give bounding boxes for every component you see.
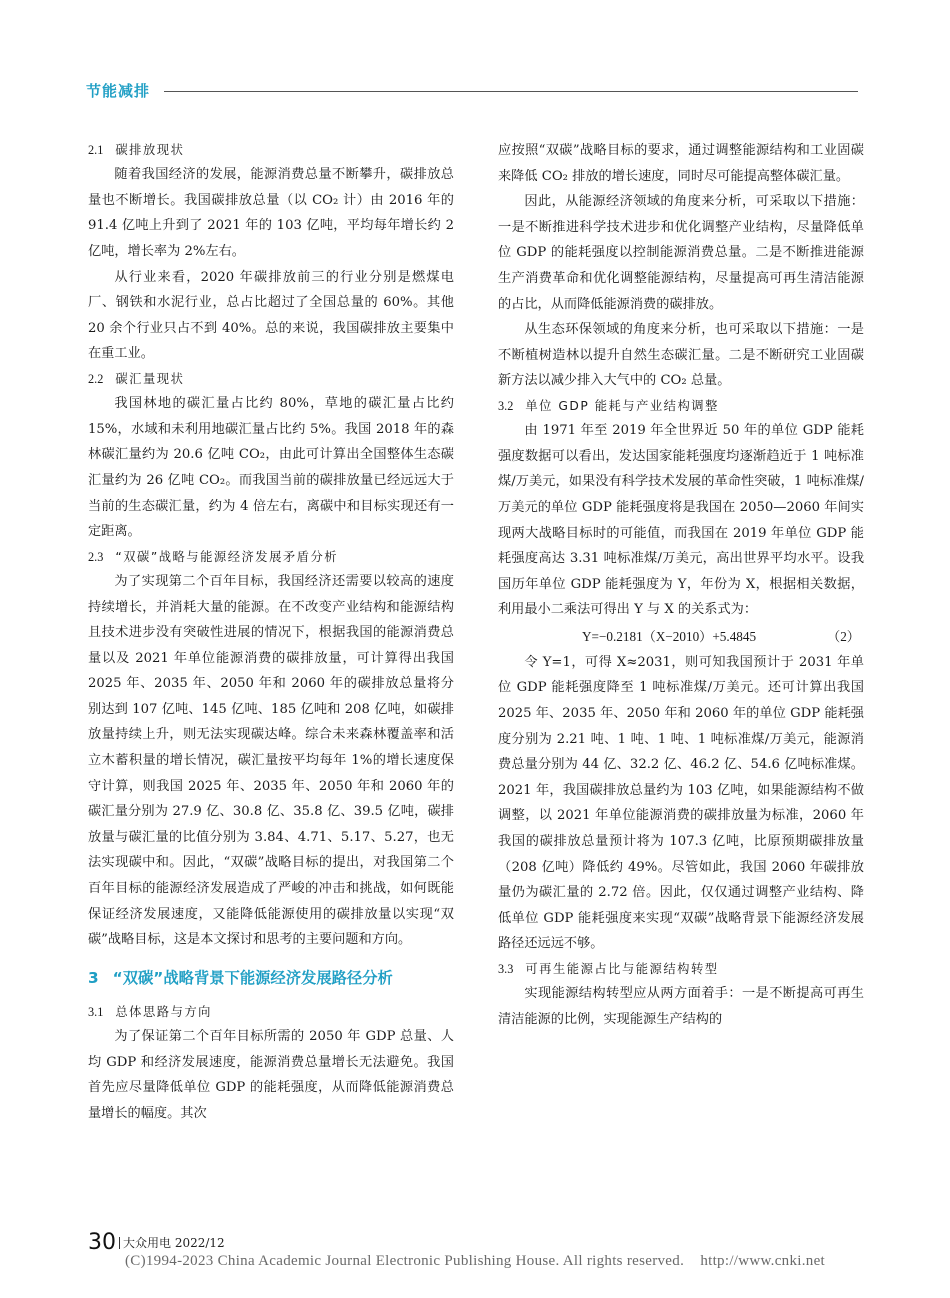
heading-number: 2.2: [88, 371, 104, 386]
paragraph: 由 1971 年至 2019 年全世界近 50 年的单位 GDP 能耗强度数据可以看出，发达国家能耗强度均逐渐趋近于 1 吨标准煤/万美元，如果没有科学技术发展的革命性突破，1 吨标准煤/万美元的单位 GDP 能耗强度将是我国在 2050—2060 年间实现两大战略目标时的可能值，而我国在 2019 年单位 GDP 能耗强度高达 3.31 吨标准煤/万美元，高出世界平均水平。设我国历年单位 GDP 能耗强度为 Y，年份为 X，根据相关数据，利用最小二乘法可得出 Y 与 X 的关系式为：: [498, 423, 864, 618]
heading-number: 3.3: [498, 962, 514, 977]
heading-number: 3: [88, 968, 99, 987]
subsection-heading: [498, 957, 864, 981]
heading-label: 碳排放现状: [115, 143, 185, 157]
paragraph: 因此，从能源经济领域的角度来分析，可采取以下措施：一是不断推进科学技术进步和优化调整产业结构，尽量降低单位 GDP 的能耗强度以控制能源消费总量。二是不断推进能源生产消费革命和优化调整能源结构，尽量提高可再生清洁能源的占比，从而降低能源消费的碳排放。: [498, 194, 864, 312]
heading-label: 总体思路与方向: [115, 1004, 212, 1019]
paragraph: 我国林地的碳汇量占比约 80%，草地的碳汇量占比约 15%，水域和未利用地碳汇量占比约 5%。我国 2018 年的森林碳汇量约为 20.6 亿吨 CO₂，由此可计算出全国整体生态碳汇量约为 26 亿吨 CO₂。而我国当前的碳排放量已经远远大于当前的生态碳汇量，约为 4 倍左右，离碳中和目标实现还有一定距离。: [88, 396, 454, 540]
paragraph: 应按照“双碳”战略目标的要求，通过调整能源结构和工业固碳来降低 CO₂ 排放的增长速度，同时尽可能提高整体碳汇量。: [498, 143, 864, 184]
section-heading: [88, 956, 454, 1000]
paragraph: 随着我国经济的发展，能源消费总量不断攀升，碳排放总量也不断增长。我国碳排放总量（以 CO₂ 计）由 2016 年的 91.4 亿吨上升到了 2021 年的 103 亿吨，平均每年增长约 2 亿吨，增长率为 2%左右。: [88, 167, 454, 259]
subsection-heading: [88, 1000, 454, 1024]
heading-number: 3.2: [498, 398, 514, 413]
section-header-title: 节能减排: [86, 82, 151, 100]
heading-number: 3.1: [88, 1004, 104, 1019]
subsection-heading: [88, 138, 454, 162]
running-header: [86, 80, 858, 106]
subsection-heading: [88, 545, 454, 569]
heading-label: “双碳”战略与能源经济发展矛盾分析: [115, 549, 339, 564]
paragraph: 为了实现第二个百年目标，我国经济还需要以较高的速度持续增长，并消耗大量的能源。在不改变产业结构和能源结构且技术进步没有突破性进展的情况下，根据我国的能源消费总量以及 2021 年单位能源消费的碳排放量，可计算得出我国 2025 年、2035 年、2050 年和 2060 年的碳排放总量将分别达到 107 亿吨、145 亿吨、185 亿吨和 208 亿吨，如碳排放量持续上升，则无法实现碳达峰。综合未来森林覆盖率和活立木蓄积量的增长情况，碳汇量按平均每年 1%的增长速度保守计算，则我国 2025 年、2035 年、2050 年和 2060 年的碳汇量分别为 27.9 亿、30.8 亿、35.8 亿、39.5 亿吨，碳排放量与碳汇量的比值分别为 3.84、4.71、5.17、5.27，也无法实现碳中和。因此，“双碳”战略目标的提出，对我国第二个百年目标的能源经济发展造成了严峻的冲击和挑战，如何既能保证经济发展速度，又能降低能源使用的碳排放量以实现“双碳”战略目标，这是本文探讨和思考的主要问题和方向。: [88, 573, 454, 948]
left-column: [88, 138, 454, 1126]
heading-number: 2.1: [88, 143, 104, 157]
subsection-heading: [88, 367, 454, 391]
subsection-heading: [498, 394, 864, 418]
journal-issue: 大众用电 2022/12: [123, 1236, 225, 1250]
heading-label: 可再生能源占比与能源结构转型: [525, 962, 719, 977]
heading-number: 2.3: [88, 549, 104, 564]
footer-separator: [119, 1237, 120, 1249]
copyright-notice: (C)1994-2023 China Academic Journal Electronic Publishing House. All rights reserved. http://www.cnki.net: [124, 1253, 826, 1269]
heading-label: 单位 GDP 能耗与产业结构调整: [525, 398, 719, 413]
paragraph: 实现能源结构转型应从两方面着手：一是不断提高可再生清洁能源的比例，实现能源生产结构的: [498, 986, 864, 1027]
equation-expression: Y=−0.2181（X−2010）+5.4845: [582, 628, 757, 644]
paragraph: 从生态环保领域的角度来分析，也可采取以下措施：一是不断植树造林以提升自然生态碳汇量。二是不断研究工业固碳新方法以减少排入大气中的 CO₂ 总量。: [498, 322, 864, 389]
heading-label: 碳汇量现状: [115, 371, 185, 386]
equation: [498, 623, 864, 650]
heading-label: “双碳”战略背景下能源经济发展路径分析: [112, 968, 393, 987]
paragraph: 令 Y=1，可得 X≈2031，则可知我国预计于 2031 年单位 GDP 能耗强度降至 1 吨标准煤/万美元。还可计算出我国 2025 年、2035 年、2050 年和 2060 年的单位 GDP 能耗强度分别为 2.21 吨、1 吨、1 吨、1 吨标准煤/万美元，能源消费总量分别为 44 亿、32.2 亿、46.2 亿、54.6 亿吨标准煤。2021 年，我国碳排放总量约为 103 亿吨，如果能源结构不做调整，以 2021 年单位能源消费的碳排放量为标准，2060 年我国的碳排放总量预计将为 107.3 亿吨，比原预期碳排放量（208 亿吨）降低约 49%。尽管如此，我国 2060 年碳排放量仍为碳汇量的 2.72 倍。因此，仅仅通过调整产业结构、降低单位 GDP 能耗强度来实现“双碳”战略背景下能源经济发展路径还远远不够。: [498, 654, 864, 952]
page-number: 30: [88, 1230, 116, 1255]
equation-number: （2）: [827, 628, 860, 644]
header-rule: [164, 91, 858, 92]
paragraph: 从行业来看，2020 年碳排放前三的行业分别是燃煤电厂、钢铁和水泥行业，总占比超过了全国总量的 60%。其他 20 余个行业只占不到 40%。总的来说，我国碳排放主要集中在重工业。: [88, 269, 454, 362]
paragraph: 为了保证第二个百年目标所需的 2050 年 GDP 总量、人均 GDP 和经济发展速度，能源消费总量增长无法避免。我国首先应尽量降低单位 GDP 的能耗强度，从而降低能源消费总量增长的幅度。其次: [88, 1029, 454, 1121]
right-column: [498, 138, 864, 1032]
